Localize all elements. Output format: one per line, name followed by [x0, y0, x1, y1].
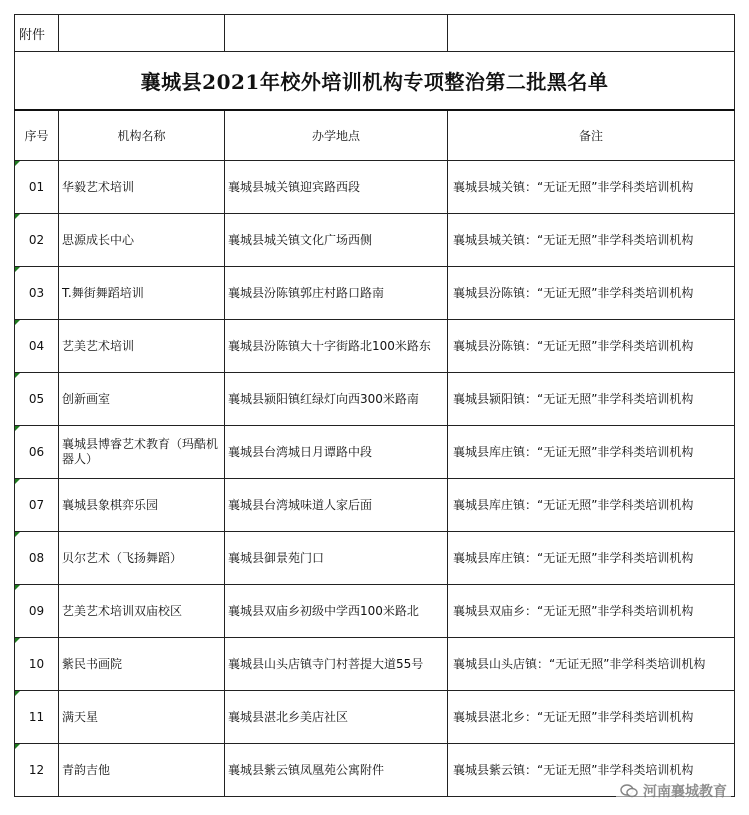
cell-seq: 04: [15, 320, 59, 373]
header-name: 机构名称: [59, 110, 225, 161]
blacklist-table: [14, 14, 735, 797]
annex-label: 附件: [15, 15, 59, 52]
table-row: [15, 479, 735, 532]
cell-seq: 01: [15, 161, 59, 214]
cell-address: 襄城县台湾城味道人家后面: [225, 479, 448, 532]
empty-cell: [225, 15, 448, 52]
cell-seq: 10: [15, 638, 59, 691]
cell-marker: [15, 479, 20, 484]
cell-name: 襄城县象棋弈乐园: [59, 479, 225, 532]
cell-note: 襄城县库庄镇：“无证无照”非学科类培训机构: [448, 479, 735, 532]
cell-address: 襄城县湛北乡美店社区: [225, 691, 448, 744]
cell-address: 襄城县御景苑门口: [225, 532, 448, 585]
table-row: [15, 532, 735, 585]
cell-name: 艺美艺术培训双庙校区: [59, 585, 225, 638]
cell-address: 襄城县汾陈镇大十字街路北100米路东: [225, 320, 448, 373]
cell-marker: [15, 214, 20, 219]
annex-row: [15, 15, 735, 52]
header-address: 办学地点: [225, 110, 448, 161]
cell-note: 襄城县汾陈镇：“无证无照”非学科类培训机构: [448, 267, 735, 320]
table-row: [15, 638, 735, 691]
cell-marker: [15, 691, 20, 696]
cell-name: 华毅艺术培训: [59, 161, 225, 214]
cell-marker: [15, 532, 20, 537]
cell-marker: [15, 267, 20, 272]
table-row: [15, 214, 735, 267]
header-note: 备注: [448, 110, 735, 161]
wechat-icon: [620, 784, 638, 798]
cell-name: 创新画室: [59, 373, 225, 426]
table-row: [15, 426, 735, 479]
cell-address: 襄城县双庙乡初级中学西100米路北: [225, 585, 448, 638]
cell-note: 襄城县颍阳镇：“无证无照”非学科类培训机构: [448, 373, 735, 426]
cell-marker: [15, 320, 20, 325]
cell-note: 襄城县库庄镇：“无证无照”非学科类培训机构: [448, 426, 735, 479]
cell-address: 襄城县城关镇文化广场西侧: [225, 214, 448, 267]
cell-name: 青韵吉他: [59, 744, 225, 797]
cell-name: 紫民书画院: [59, 638, 225, 691]
cell-note: 襄城县汾陈镇：“无证无照”非学科类培训机构: [448, 320, 735, 373]
watermark: [616, 779, 731, 803]
table-row: [15, 585, 735, 638]
cell-marker: [15, 161, 20, 166]
empty-cell: [448, 15, 735, 52]
cell-seq: 11: [15, 691, 59, 744]
cell-marker: [15, 426, 20, 431]
blacklist-sheet: [14, 14, 734, 804]
cell-note: 襄城县紫云镇：“无证无照”非学科类培训机构: [448, 744, 735, 797]
cell-seq: 03: [15, 267, 59, 320]
table-row: [15, 161, 735, 214]
cell-name: T.舞街舞蹈培训: [59, 267, 225, 320]
cell-note: 襄城县城关镇：“无证无照”非学科类培训机构: [448, 161, 735, 214]
cell-address: 襄城县紫云镇凤凰苑公寓附件: [225, 744, 448, 797]
cell-seq: 09: [15, 585, 59, 638]
page-title: 襄城县2021年校外培训机构专项整治第二批黑名单: [15, 52, 735, 111]
cell-note: 襄城县湛北乡：“无证无照”非学科类培训机构: [448, 691, 735, 744]
cell-name: 艺美艺术培训: [59, 320, 225, 373]
cell-marker: [15, 585, 20, 590]
table-row: [15, 267, 735, 320]
cell-name: 思源成长中心: [59, 214, 225, 267]
cell-address: 襄城县城关镇迎宾路西段: [225, 161, 448, 214]
cell-seq: 12: [15, 744, 59, 797]
cell-name: 满天星: [59, 691, 225, 744]
cell-note: 襄城县双庙乡：“无证无照”非学科类培训机构: [448, 585, 735, 638]
cell-address: 襄城县台湾城日月谭路中段: [225, 426, 448, 479]
cell-marker: [15, 373, 20, 378]
cell-marker: [15, 744, 20, 749]
cell-seq: 05: [15, 373, 59, 426]
cell-note: 襄城县库庄镇：“无证无照”非学科类培训机构: [448, 532, 735, 585]
header-seq: 序号: [15, 110, 59, 161]
cell-seq: 07: [15, 479, 59, 532]
cell-marker: [15, 638, 20, 643]
header-row: [15, 110, 735, 161]
cell-note: 襄城县城关镇：“无证无照”非学科类培训机构: [448, 214, 735, 267]
cell-address: 襄城县山头店镇寺门村菩提大道55号: [225, 638, 448, 691]
table-row: [15, 373, 735, 426]
empty-cell: [59, 15, 225, 52]
cell-name: 襄城县博睿艺术教育（玛酷机器人）: [59, 426, 225, 479]
cell-address: 襄城县颍阳镇红绿灯向西300米路南: [225, 373, 448, 426]
table-row: [15, 691, 735, 744]
cell-seq: 06: [15, 426, 59, 479]
table-row: [15, 320, 735, 373]
cell-seq: 08: [15, 532, 59, 585]
cell-seq: 02: [15, 214, 59, 267]
cell-address: 襄城县汾陈镇郭庄村路口路南: [225, 267, 448, 320]
cell-name: 贝尔艺术（飞扬舞蹈）: [59, 532, 225, 585]
title-row: [15, 52, 735, 111]
cell-note: 襄城县山头店镇：“无证无照”非学科类培训机构: [448, 638, 735, 691]
table-body: [15, 15, 735, 797]
watermark-text: 河南襄城教育: [643, 784, 727, 800]
